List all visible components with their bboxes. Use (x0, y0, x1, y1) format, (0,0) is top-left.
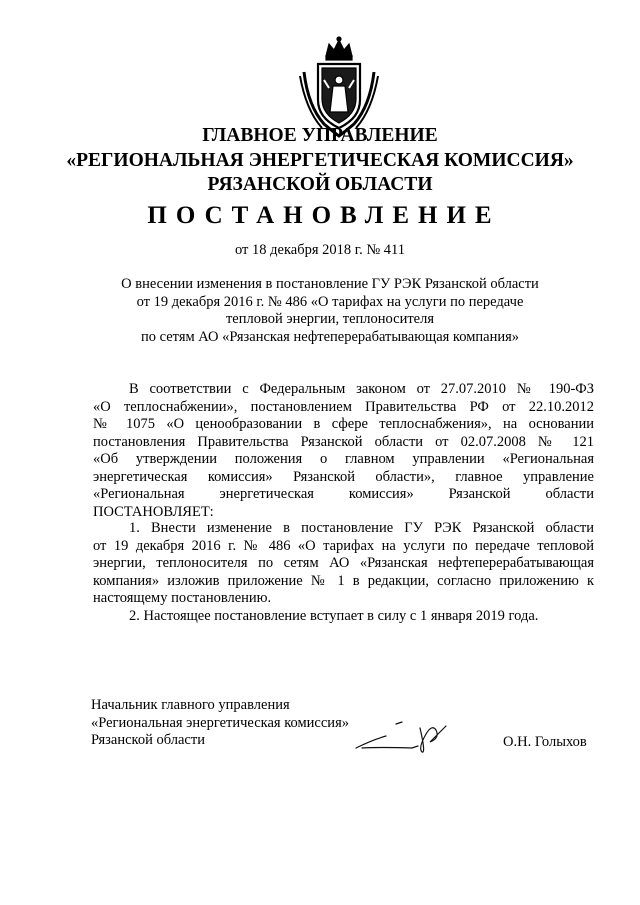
preamble-line: «Об утверждении положения о главном управлении «Региональная (93, 451, 594, 467)
signatory-name: О.Н. Голыхов (503, 734, 587, 750)
position-line: «Региональная энергетическая комиссия» (91, 714, 349, 731)
item-1-line: настоящему постановлению. (93, 590, 272, 606)
document-subject (100, 276, 560, 346)
item-1-line: от 19 декабря 2016 г. № 486 «О тарифах на услуги по передаче тепловой (93, 537, 594, 554)
item-1-line: компания» изложив приложение № 1 в редакции, согласно приложению к (93, 572, 594, 589)
document-type-title: ПОСТАНОВЛЕНИЕ (147, 202, 501, 229)
org-name-line-1: ГЛАВНОЕ УПРАВЛЕНИЕ (202, 125, 438, 146)
decision-items (93, 520, 594, 625)
subject-line: от 19 декабря 2016 г. № 486 «О тарифах на услуги по передаче (136, 293, 524, 310)
item-1-line: энергии, теплоносителя по сетям АО «Рязанская нефтеперерабатывающая (93, 555, 594, 571)
subject-line: О внесении изменения в постановление ГУ РЭК Рязанской области (121, 276, 539, 292)
position-line: Рязанской области (91, 732, 205, 748)
handwritten-signature-icon (352, 718, 450, 758)
org-name-line-3: РЯЗАНСКОЙ ОБЛАСТИ (207, 174, 433, 195)
subject-line: тепловой энергии, теплоносителя (225, 311, 435, 327)
preamble-paragraph (93, 381, 594, 521)
position-line: Начальник главного управления (91, 697, 290, 713)
preamble-line: ПОСТАНОВЛЯЕТ: (93, 503, 214, 520)
preamble-line: энергетическая комиссия» Рязанской области», главное управление (93, 468, 594, 485)
preamble-line: «Региональная энергетическая комиссия» Рязанской области (93, 486, 594, 502)
org-name-line-2: «РЕГИОНАЛЬНАЯ ЭНЕРГЕТИЧЕСКАЯ КОМИССИЯ» (66, 150, 574, 171)
signatory-position (91, 697, 349, 750)
item-2-line: 2. Настоящее постановление вступает в силу с 1 января 2019 года. (129, 607, 539, 624)
document-date-number: от 18 декабря 2018 г. № 411 (235, 242, 405, 258)
subject-line: по сетям АО «Рязанская нефтеперерабатывающая компания» (140, 328, 520, 345)
preamble-line: постановления Правительства Рязанской области от 02.07.2008 № 121 (93, 433, 594, 450)
preamble-line: «О теплоснабжении», постановлением Правительства РФ от 22.10.2012 (93, 398, 594, 415)
preamble-line: № 1075 «О ценообразовании в сфере теплоснабжения», на основании (93, 416, 594, 432)
preamble-line: В соответствии с Федеральным законом от 27.07.2010 № 190-ФЗ (129, 381, 594, 397)
item-1-line: 1. Внести изменение в постановление ГУ РЭК Рязанской области (129, 520, 594, 536)
